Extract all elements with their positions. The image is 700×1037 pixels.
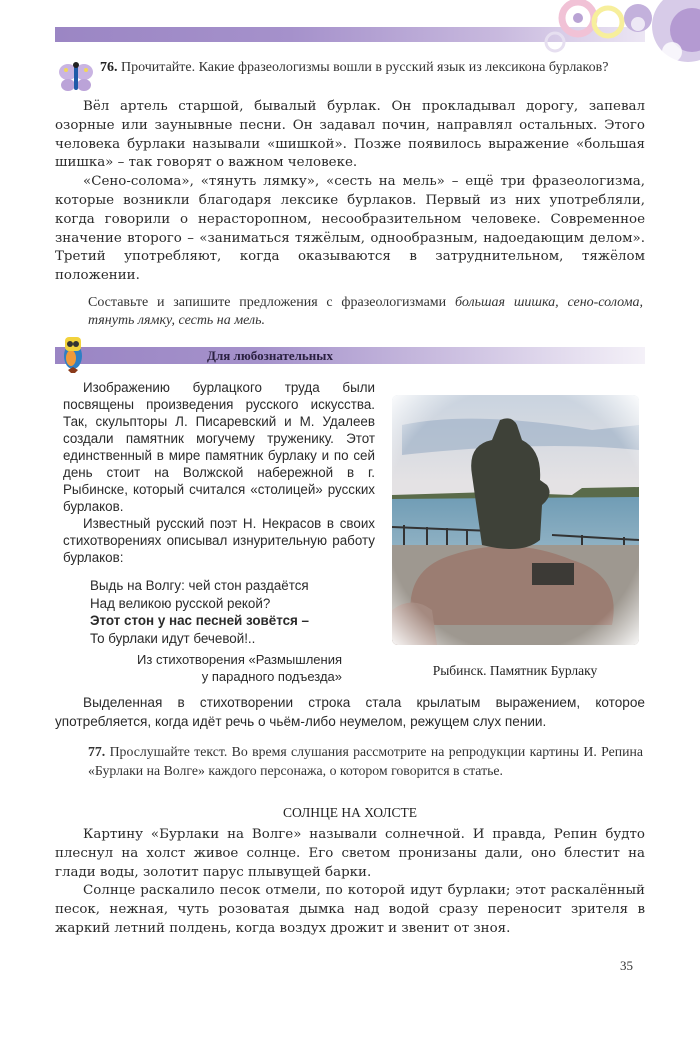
task-number: 77. [88,744,106,759]
poem-line: То бурлаки идут бечевой!.. [90,630,256,646]
poem [90,577,309,647]
poem-line: Над великою русской рекой? [90,595,271,611]
poem-line-highlighted: Этот стон у нас песней зовётся – [90,613,310,628]
assignment-76 [88,294,643,330]
paragraph: Известный русский поэт Н. Некрасов в своих стихотворениях описывал изнурительную работу бурлаков: [63,516,375,565]
paragraph: Солнце раскалило песок отмели, по которой идут бурлаки; этот раскалённый песок, нежная, чуть розоватая дымка над водой сразу переносит зрителя в жаркий летний полдень, когда воздух дрожит и звенит от зноя. [55,883,645,936]
assignment-phrases: большая шишка, сено-солома, тянуть лямку, сесть на мель. [88,295,643,328]
text-block-77 [55,826,645,939]
paragraph: Изображению бурлацкого труда были посвящены произведения русского искусства. Так, скульпторы Л. Писаревский и М. Удалеев создали памятник могучему труженику. Этот единственный в мире памятник бурлаку и по сей день стоит на Волжской набережной в г. Рыбинске, который считался «столицей» русских бурлаков. [63,380,375,514]
text-block-76 [55,98,645,286]
paragraph: Вёл артель старшой, бывалый бурлак. Он прокладывал дорогу, запевал озорные или заунывные песни. Он задавал почин, направлял остальных. Этого человека бурлаки называли «шишкой». Позже появилось выражение «большая шишка» – так говорят о важном человеке. [55,99,645,171]
butterfly-icon [58,60,94,96]
task-text: Прочитайте. Какие фразеологизмы вошли в русский язык из лексикона бурлаков? [121,60,609,75]
poem-source-line: Из стихотворения «Размышления [137,652,342,667]
text-title: СОЛНЦЕ НА ХОЛСТЕ [282,805,418,820]
task-76 [100,60,645,76]
monument-photo [392,395,639,645]
photo-caption: Рыбинск. Памятник Бурлаку [432,663,598,678]
paragraph: Картину «Бурлаки на Волге» называли солнечной. И правда, Репин будто плеснул на холст живое солнце. Его светом пронизаны дали, оно блестит на глади воды, золотит парус плывущей барки. [55,827,645,880]
owl-icon [60,334,86,374]
paragraph: «Сено-солома», «тянуть лямку», «сесть на мель» – ещё три фразеологизма, которые возникли благодаря лексике бурлаков. Первый из них употребляли, когда говорили о нерасторопном, несообразительном человеке. Современное значение второго – «заниматься тяжёлым, однообразным, надоедающим делом». Третий употребляют, когда оказываются в затруднительном, тяжёлом положении. [55,174,645,284]
curious-conclusion [55,693,645,731]
poem-source [100,651,342,685]
poem-line: Выдь на Волгу: чей стон раздаётся [90,578,309,593]
task-77 [88,743,643,780]
curious-text [63,379,375,566]
section-title: Для любознательных [207,348,333,363]
task-number: 76. [100,60,118,75]
task-text: Прослушайте текст. Во время слушания рассмотрите на репродукции картины И. Репина «Бурлаки на Волге» каждого персонажа, о котором говорится в статье. [88,744,643,778]
poem-source-line: у парадного подъезда» [201,669,342,684]
assignment-text: Составьте и запишите предложения с фразеологизмами [88,295,455,310]
paragraph: Выделенная в стихотворении строка стала крылатым выражением, которое употребляется, когда идёт речь о чьём-либо неумелом, режущем слух пении. [55,695,645,729]
page-number: 35 [620,958,633,973]
